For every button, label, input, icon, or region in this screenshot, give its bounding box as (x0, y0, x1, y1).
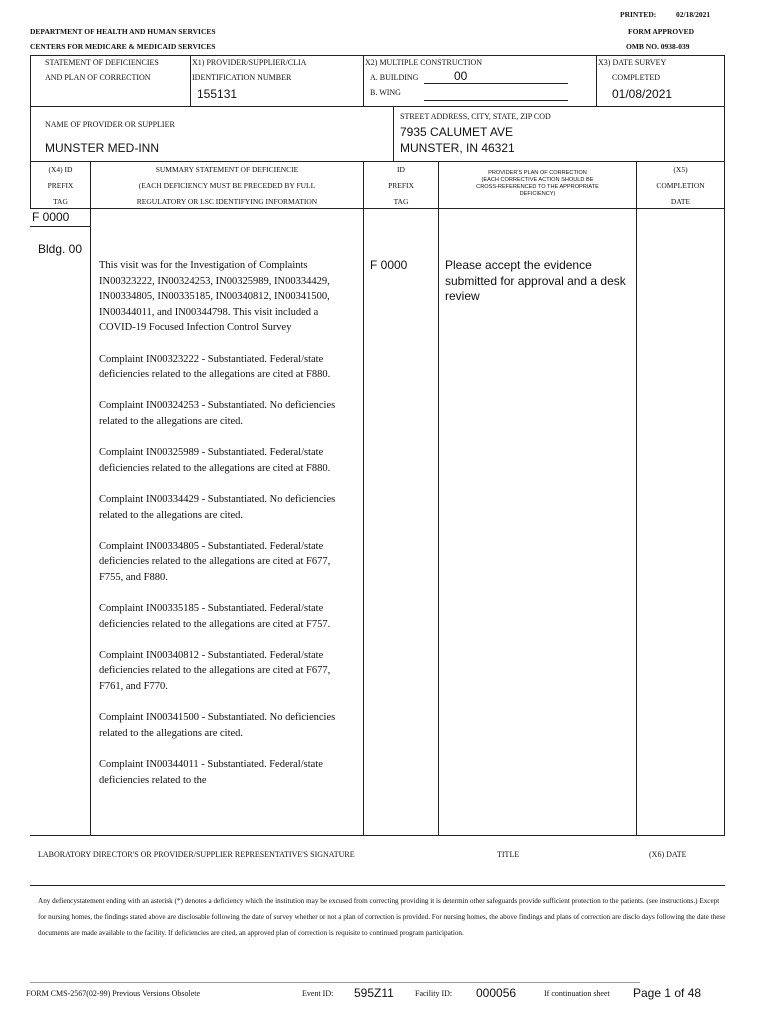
signature-top-border (30, 835, 725, 836)
box1-bottom-border (30, 106, 725, 107)
department-title: DEPARTMENT OF HEALTH AND HUMAN SERVICES (30, 27, 216, 36)
statement-label-2: AND PLAN OF CORRECTION (45, 73, 151, 82)
provider-name-value: MUNSTER MED-INN (45, 141, 159, 155)
summary-paragraph: Complaint IN00334805 - Substantiated. Federal/state deficiencies related to the allegations are cited at F677, F755, and F880. (99, 540, 331, 583)
address-label: STREET ADDRESS, CITY, STATE, ZIP COD (400, 112, 551, 121)
x1-label-1: X1) PROVIDER/SUPPLIER/CLIA (192, 58, 307, 67)
col-divider-2 (363, 161, 364, 836)
deficiency-tag: F 0000 (32, 210, 70, 224)
building-underline (424, 83, 568, 84)
building-label: A. BUILDING (370, 73, 419, 82)
facility-id-value: 000056 (476, 986, 517, 1000)
provider-name-label: NAME OF PROVIDER OR SUPPLIER (45, 120, 175, 129)
wing-underline (424, 100, 568, 101)
id-prefix-tag: F 0000 (370, 258, 408, 272)
x5-header: (X5) COMPLETION DATE (656, 165, 705, 206)
box1-divider-1 (190, 55, 191, 107)
x4-header: (X4) ID PREFIX TAG (47, 165, 74, 206)
tag-underline (30, 226, 91, 227)
x1-label-2: IDENTIFICATION NUMBER (192, 73, 292, 82)
form-approved: FORM APPROVED (628, 27, 695, 36)
address-line-2: MUNSTER, IN 46321 (400, 141, 515, 155)
summary-statement (99, 258, 357, 804)
signature-label: LABORATORY DIRECTOR'S OR PROVIDER/SUPPLIER REPRESENTATIVE'S SIGNATURE (38, 850, 355, 859)
box1-right-border (724, 55, 725, 107)
printed-label: PRINTED: (620, 10, 657, 19)
plan-header: PROVIDER'S PLAN OF CORRECTION (EACH CORRECTIVE ACTION SHOULD BE CROSS-REFERENCED TO THE APPROPRIATE DEFICIENCY) (476, 170, 599, 197)
col-divider-4 (636, 161, 637, 836)
survey-date-value: 01/08/2021 (612, 87, 673, 101)
footer-divider (30, 982, 640, 983)
printed-date: 02/18/2021 (676, 10, 711, 19)
box1-divider-2 (363, 55, 364, 107)
page-number: Page 1 of 48 (633, 986, 702, 1000)
facility-id-label: Facility ID: (415, 989, 453, 998)
title-label: TITLE (497, 850, 520, 859)
x3-label-1: X3) DATE SURVEY (598, 58, 667, 67)
building-tag: Bldg. 00 (38, 242, 83, 256)
centers-title: CENTERS FOR MEDICARE & MEDICAID SERVICES (30, 42, 216, 51)
provider-right-border (724, 106, 725, 162)
summary-paragraph: Complaint IN00324253 - Substantiated. No deficiencies related to the allegations are cited. (99, 400, 336, 427)
provider-left-border (30, 106, 31, 162)
box1-top-border (30, 55, 725, 56)
x3-label-2: COMPLETED (612, 73, 660, 82)
summary-paragraph: Complaint IN00334429 - Substantiated. No deficiencies related to the allegations are cited. (99, 493, 336, 521)
address-line-1: 7935 CALUMET AVE (400, 125, 513, 139)
summary-paragraph: Complaint IN00325989 - Substantiated. Federal/state deficiencies related to the allegations are cited at F880. (99, 447, 331, 474)
omb-number: OMB NO. 0938-039 (626, 42, 690, 51)
summary-paragraph: Complaint IN00341500 - Substantiated. No deficiencies related to the allegations are cited. (99, 712, 336, 739)
box1-left-border (30, 55, 31, 107)
summary-paragraph: Complaint IN00344011 - Substantiated. Federal/state deficiencies related to the (99, 759, 323, 786)
continuation-label: If continuation sheet (544, 989, 610, 998)
signature-bottom-border (30, 885, 725, 886)
summary-header: SUMMARY STATEMENT OF DEFICIENCIE (EACH DEFICIENCY MUST BE PRECEDED BY FULL REGULATORY OR LSC IDENTIFYING INFORMATION (136, 165, 318, 206)
box1-divider-3 (596, 55, 597, 107)
summary-paragraph: Complaint IN00340812 - Substantiated. Federal/state deficiencies related to the allegations are cited at F677, F761, and F770. (99, 649, 331, 693)
disclaimer-footnote: Any defiencystatement ending with an asterisk (*) denotes a deficiency which the institution may be excused from correcting providing it is determin other safeguards provide sufficient protection to the patients. (see instructions.) Except for nursing homes, the findings stated above are disclosable following the date of survey whether or not a plan of correction is provided. For nursing homes, the above findings and plans of correction are disclo days following the date these documents are made available to the facility. If deficiencies are cited, an approved plan of correction is requisite to continued program participation. (38, 897, 726, 937)
statement-label-1: STATEMENT OF DEFICIENCIES (45, 58, 159, 67)
provider-id-value: 155131 (197, 87, 238, 101)
col-divider-1 (90, 161, 91, 836)
event-id-label: Event ID: (302, 989, 334, 998)
col-right-border (724, 161, 725, 836)
provider-divider (393, 106, 394, 162)
col-divider-3 (438, 161, 439, 836)
building-value: 00 (454, 69, 468, 83)
date-label: (X6) DATE (649, 850, 687, 859)
summary-paragraph: This visit was for the Investigation of Complaints IN00323222, IN00324253, IN00325989, IN00334429, IN00334805, IN00335185, IN00340812, IN00341500, IN00344011, and IN00344798. This visit included a COVID-19 Focused Infection Control Survey (99, 260, 330, 334)
wing-label: B. WING (370, 88, 401, 97)
plan-of-correction-text: Please accept the evidence submitted for approval and a desk review (445, 258, 626, 304)
summary-paragraph: Complaint IN00323222 - Substantiated. Federal/state deficiencies related to the allegations are cited at F880. (99, 353, 331, 381)
x2-label: X2) MULTIPLE CONSTRUCTION (365, 58, 483, 67)
id-header: ID PREFIX TAG (388, 165, 414, 206)
event-id-value: 595Z11 (354, 986, 394, 1000)
summary-paragraph: Complaint IN00335185 - Substantiated. Federal/state deficiencies related to the allegations are cited at F757. (99, 603, 331, 630)
form-number: FORM CMS-2567(02-99) Previous Versions Obsolete (26, 989, 201, 998)
